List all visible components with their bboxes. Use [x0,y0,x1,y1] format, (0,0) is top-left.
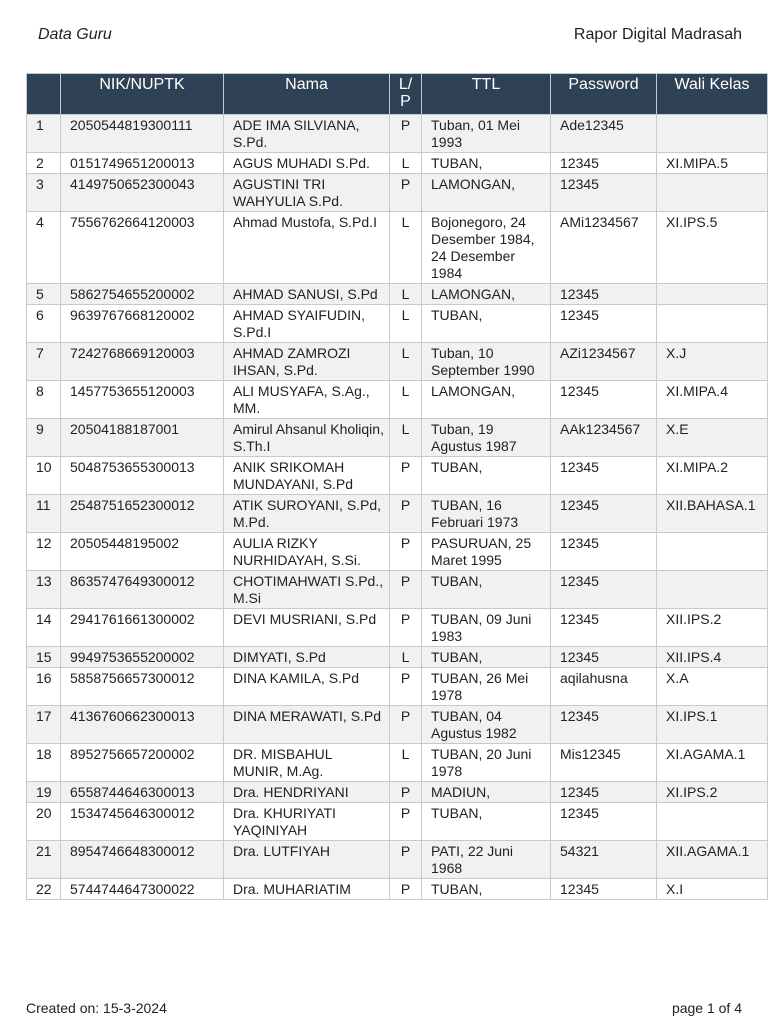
password-cell: 12345 [551,879,657,900]
name-cell: Ahmad Mustofa, S.Pd.I [224,212,390,284]
name-cell: DEVI MUSRIANI, S.Pd [224,609,390,647]
name-cell: Dra. HENDRIYANI [224,782,390,803]
row-number: 3 [27,174,61,212]
password-cell: Mis12345 [551,744,657,782]
homeroom-class-cell: X.A [657,668,768,706]
birth-place-date-cell: TUBAN, [422,879,551,900]
homeroom-class-cell: XI.MIPA.4 [657,381,768,419]
password-cell: 12345 [551,803,657,841]
password-cell: 12345 [551,457,657,495]
gender-cell: P [390,706,422,744]
row-number: 6 [27,305,61,343]
homeroom-class-cell [657,115,768,153]
table-row [27,381,768,419]
row-number: 2 [27,153,61,174]
document-title: Data Guru [38,26,112,43]
row-number: 7 [27,343,61,381]
nik-nuptk-cell: 8952756657200002 [61,744,224,782]
homeroom-class-cell: XII.IPS.2 [657,609,768,647]
name-cell: DINA MERAWATI, S.Pd [224,706,390,744]
name-cell: AHMAD SANUSI, S.Pd [224,284,390,305]
table-row [27,571,768,609]
homeroom-class-cell: XII.BAHASA.1 [657,495,768,533]
table-row [27,533,768,571]
row-number: 18 [27,744,61,782]
gender-cell: P [390,115,422,153]
birth-place-date-cell: Bojonegoro, 24 Desember 1984, 24 Desember 1984 [422,212,551,284]
nik-nuptk-cell: 7556762664120003 [61,212,224,284]
password-cell: 12345 [551,284,657,305]
birth-place-date-cell: Tuban, 10 September 1990 [422,343,551,381]
birth-place-date-cell: TUBAN, [422,647,551,668]
name-cell: AGUSTINI TRI WAHYULIA S.Pd. [224,174,390,212]
homeroom-class-cell [657,803,768,841]
gender-cell: P [390,174,422,212]
row-number: 17 [27,706,61,744]
row-number: 9 [27,419,61,457]
gender-cell: L [390,419,422,457]
homeroom-class-cell: XII.IPS.4 [657,647,768,668]
table-row [27,841,768,879]
birth-place-date-cell: TUBAN, [422,305,551,343]
password-cell: 12345 [551,153,657,174]
table-row [27,305,768,343]
birth-place-date-cell: TUBAN, [422,153,551,174]
row-number: 12 [27,533,61,571]
row-number: 20 [27,803,61,841]
name-cell: CHOTIMAHWATI S.Pd., M.Si [224,571,390,609]
row-number: 15 [27,647,61,668]
gender-cell: P [390,533,422,571]
gender-cell: P [390,495,422,533]
gender-cell: P [390,879,422,900]
homeroom-class-cell: XI.MIPA.5 [657,153,768,174]
row-number: 16 [27,668,61,706]
row-number: 1 [27,115,61,153]
name-cell: AHMAD SYAIFUDIN, S.Pd.I [224,305,390,343]
table-row [27,457,768,495]
birth-place-date-cell: TUBAN, [422,571,551,609]
birth-place-date-cell: TUBAN, [422,803,551,841]
nik-nuptk-cell: 9639767668120002 [61,305,224,343]
row-number: 5 [27,284,61,305]
password-cell: 12345 [551,571,657,609]
column-header-lp: L/ P [390,74,422,115]
column-header-wali-kelas: Wali Kelas [657,74,768,115]
nik-nuptk-cell: 2941761661300002 [61,609,224,647]
gender-cell: L [390,284,422,305]
name-cell: DINA KAMILA, S.Pd [224,668,390,706]
table-row [27,879,768,900]
table-row [27,609,768,647]
table-row [27,803,768,841]
page-footer [26,998,742,1018]
gender-cell: L [390,343,422,381]
row-number: 21 [27,841,61,879]
nik-nuptk-cell: 5048753655300013 [61,457,224,495]
table-row [27,744,768,782]
homeroom-class-cell [657,284,768,305]
homeroom-class-cell: XI.IPS.5 [657,212,768,284]
table-row [27,212,768,284]
nik-nuptk-cell: 5862754655200002 [61,284,224,305]
gender-cell: L [390,647,422,668]
table-row [27,153,768,174]
row-number: 14 [27,609,61,647]
homeroom-class-cell: XI.IPS.2 [657,782,768,803]
nik-nuptk-cell: 8954746648300012 [61,841,224,879]
table-row [27,668,768,706]
birth-place-date-cell: TUBAN, 26 Mei 1978 [422,668,551,706]
nik-nuptk-cell: 5858756657300012 [61,668,224,706]
row-number: 4 [27,212,61,284]
birth-place-date-cell: TUBAN, 04 Agustus 1982 [422,706,551,744]
column-header-ttl: TTL [422,74,551,115]
column-header-password: Password [551,74,657,115]
password-cell: AZi1234567 [551,343,657,381]
row-number: 11 [27,495,61,533]
created-date: Created on: 15-3-2024 [26,1000,167,1016]
table-row [27,782,768,803]
name-cell: DIMYATI, S.Pd [224,647,390,668]
column-header-nama: Nama [224,74,390,115]
password-cell: 12345 [551,609,657,647]
name-cell: AHMAD ZAMROZI IHSAN, S.Pd. [224,343,390,381]
nik-nuptk-cell: 1457753655120003 [61,381,224,419]
teacher-table [26,73,768,900]
gender-cell: P [390,782,422,803]
homeroom-class-cell: XI.MIPA.2 [657,457,768,495]
row-number: 8 [27,381,61,419]
birth-place-date-cell: Tuban, 01 Mei 1993 [422,115,551,153]
row-number: 13 [27,571,61,609]
password-cell: Ade12345 [551,115,657,153]
homeroom-class-cell: XI.AGAMA.1 [657,744,768,782]
gender-cell: P [390,609,422,647]
nik-nuptk-cell: 1534745646300012 [61,803,224,841]
name-cell: Amirul Ahsanul Kholiqin, S.Th.I [224,419,390,457]
homeroom-class-cell [657,571,768,609]
table-row [27,706,768,744]
birth-place-date-cell: Tuban, 19 Agustus 1987 [422,419,551,457]
gender-cell: L [390,305,422,343]
name-cell: ATIK SUROYANI, S.Pd, M.Pd. [224,495,390,533]
nik-nuptk-cell: 0151749651200013 [61,153,224,174]
birth-place-date-cell: LAMONGAN, [422,381,551,419]
table-row [27,495,768,533]
nik-nuptk-cell: 4136760662300013 [61,706,224,744]
page-indicator: page 1 of 4 [671,1000,742,1016]
name-cell: ADE IMA SILVIANA, S.Pd. [224,115,390,153]
nik-nuptk-cell: 2548751652300012 [61,495,224,533]
name-cell: ALI MUSYAFA, S.Ag., MM. [224,381,390,419]
homeroom-class-cell [657,174,768,212]
name-cell: Dra. MUHARIATIM [224,879,390,900]
homeroom-class-cell: X.E [657,419,768,457]
nik-nuptk-cell: 7242768669120003 [61,343,224,381]
nik-nuptk-cell: 5744744647300022 [61,879,224,900]
table-row [27,647,768,668]
row-number: 10 [27,457,61,495]
gender-cell: L [390,744,422,782]
password-cell: 12345 [551,533,657,571]
nik-nuptk-cell: 20505448195002 [61,533,224,571]
birth-place-date-cell: TUBAN, 20 Juni 1978 [422,744,551,782]
page-header [38,24,742,46]
birth-place-date-cell: PATI, 22 Juni 1968 [422,841,551,879]
password-cell: 12345 [551,782,657,803]
table-row [27,174,768,212]
birth-place-date-cell: LAMONGAN, [422,174,551,212]
password-cell: aqilahusna [551,668,657,706]
table-row [27,343,768,381]
birth-place-date-cell: PASURUAN, 25 Maret 1995 [422,533,551,571]
password-cell: AMi1234567 [551,212,657,284]
nik-nuptk-cell: 20504188187001 [61,419,224,457]
gender-cell: P [390,668,422,706]
row-number: 19 [27,782,61,803]
name-cell: AULIA RIZKY NURHIDAYAH, S.Si. [224,533,390,571]
nik-nuptk-cell: 2050544819300111 [61,115,224,153]
password-cell: AAk1234567 [551,419,657,457]
table-body [27,115,768,900]
table-row [27,115,768,153]
column-header-no [27,74,61,115]
gender-cell: P [390,457,422,495]
password-cell: 12345 [551,495,657,533]
homeroom-class-cell: X.J [657,343,768,381]
name-cell: AGUS MUHADI S.Pd. [224,153,390,174]
table-header-row [27,74,768,115]
homeroom-class-cell: XI.IPS.1 [657,706,768,744]
birth-place-date-cell: MADIUN, [422,782,551,803]
name-cell: DR. MISBAHUL MUNIR, M.Ag. [224,744,390,782]
row-number: 22 [27,879,61,900]
gender-cell: P [390,803,422,841]
name-cell: ANIK SRIKOMAH MUNDAYANI, S.Pd [224,457,390,495]
gender-cell: L [390,153,422,174]
nik-nuptk-cell: 9949753655200002 [61,647,224,668]
gender-cell: P [390,571,422,609]
table-row [27,284,768,305]
password-cell: 12345 [551,174,657,212]
name-cell: Dra. KHURIYATI YAQINIYAH [224,803,390,841]
birth-place-date-cell: TUBAN, 09 Juni 1983 [422,609,551,647]
password-cell: 12345 [551,305,657,343]
password-cell: 12345 [551,706,657,744]
gender-cell: L [390,212,422,284]
birth-place-date-cell: TUBAN, [422,457,551,495]
table-header [27,74,768,115]
column-header-nik-nuptk: NIK/NUPTK [61,74,224,115]
teacher-table-container [26,73,767,900]
nik-nuptk-cell: 6558744646300013 [61,782,224,803]
password-cell: 12345 [551,647,657,668]
password-cell: 12345 [551,381,657,419]
homeroom-class-cell: XII.AGAMA.1 [657,841,768,879]
nik-nuptk-cell: 8635747649300012 [61,571,224,609]
password-cell: 54321 [551,841,657,879]
birth-place-date-cell: LAMONGAN, [422,284,551,305]
gender-cell: P [390,841,422,879]
gender-cell: L [390,381,422,419]
homeroom-class-cell: X.I [657,879,768,900]
birth-place-date-cell: TUBAN, 16 Februari 1973 [422,495,551,533]
nik-nuptk-cell: 4149750652300043 [61,174,224,212]
table-row [27,419,768,457]
homeroom-class-cell [657,533,768,571]
app-title: Rapor Digital Madrasah [573,26,742,43]
homeroom-class-cell [657,305,768,343]
name-cell: Dra. LUTFIYAH [224,841,390,879]
